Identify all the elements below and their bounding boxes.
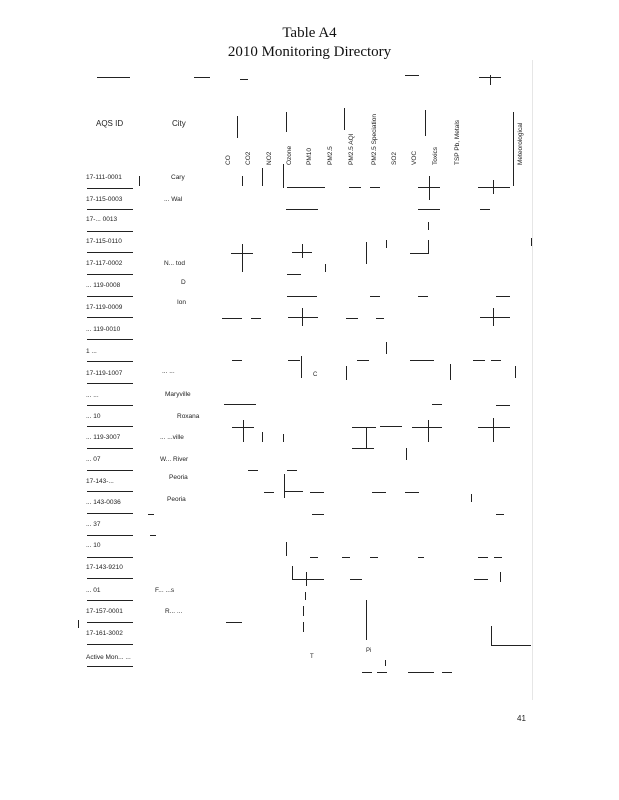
rule [87, 231, 133, 232]
rule [350, 579, 362, 580]
rule [287, 187, 325, 188]
rule [491, 645, 531, 646]
rule [366, 242, 367, 264]
rule [474, 579, 488, 580]
rule [87, 252, 133, 253]
cell-mark: C [313, 372, 318, 378]
rule [531, 238, 532, 246]
rule [87, 600, 133, 601]
rule [352, 427, 376, 428]
row-id: 17-157-0001 [86, 608, 123, 615]
rule [288, 317, 318, 318]
row-city: Peoria [169, 474, 188, 481]
rule [302, 308, 303, 326]
col-so2: SO2 [391, 151, 398, 165]
row-id: 17-115-0003 [86, 196, 123, 203]
rule [442, 672, 452, 673]
rule [240, 79, 248, 80]
rule [405, 492, 419, 493]
rule [370, 187, 380, 188]
rule [372, 492, 386, 493]
rule [287, 470, 297, 471]
rule [243, 420, 244, 442]
rule [97, 77, 130, 78]
rule [478, 427, 510, 428]
header-city: City [172, 119, 186, 128]
rule [450, 364, 451, 380]
rule [496, 296, 510, 297]
cell-mark: T [310, 654, 314, 660]
row-id: 17-143-... [86, 478, 114, 485]
col-voc: VOC [411, 150, 418, 165]
rule [301, 356, 302, 378]
rule [425, 110, 426, 136]
rule [496, 405, 510, 406]
row-id: 17-... 0013 [86, 216, 118, 223]
rule [376, 318, 384, 319]
rule [386, 240, 387, 248]
rule [87, 644, 133, 645]
rule [385, 660, 386, 666]
rule [288, 360, 300, 361]
rule [312, 514, 324, 515]
rule [493, 308, 494, 326]
rule [342, 557, 350, 558]
rule [418, 557, 424, 558]
rule [412, 427, 442, 428]
rule [406, 448, 407, 460]
rule [87, 666, 133, 667]
rule [87, 209, 133, 210]
rule [432, 404, 442, 405]
row-id: 17-117-0002 [86, 260, 123, 267]
rule [306, 572, 307, 586]
col-toxics: Toxics [432, 146, 439, 165]
rule [303, 606, 304, 616]
rule [87, 513, 133, 514]
scan-edge [532, 60, 533, 700]
rule [346, 318, 358, 319]
rule [292, 579, 324, 580]
rule [292, 566, 293, 580]
col-pm25-speciation: PM2.5 Speciation [371, 114, 378, 165]
row-id: 1 ... [86, 348, 97, 355]
col-co2: CO2 [245, 151, 252, 165]
rule [78, 620, 79, 628]
rule [194, 77, 210, 78]
col-no2: NO2 [266, 151, 273, 165]
rule [418, 209, 440, 210]
rule [380, 426, 402, 427]
rule [405, 75, 419, 76]
rule [491, 626, 492, 646]
rule [493, 418, 494, 442]
page-number: 41 [517, 714, 526, 723]
col-pm25: PM2.5 [327, 146, 334, 165]
row-id: 17-161-3002 [86, 630, 123, 637]
row-city: ... ... [162, 368, 175, 375]
rule [310, 557, 318, 558]
row-id: ... 119-0008 [86, 282, 121, 289]
col-co: CO [225, 155, 232, 165]
table-subtitle: 2010 Monitoring Directory [227, 44, 392, 60]
row-city: N... tod [164, 260, 185, 267]
row-city: Roxana [177, 413, 200, 420]
col-pm25-aqi: PM2.5 AQI [348, 133, 355, 165]
rule [480, 209, 490, 210]
row-city: D [181, 279, 186, 286]
row-id: ... 119-3007 [86, 434, 121, 441]
rule [285, 491, 303, 492]
rule [352, 448, 374, 449]
rule [473, 360, 485, 361]
rule [87, 317, 133, 318]
col-tsp-pb-metals: TSP Pb, Metals [454, 119, 461, 165]
rule [428, 222, 429, 230]
rule [491, 360, 501, 361]
rule [478, 557, 488, 558]
col-ozone: Ozone [286, 145, 293, 165]
row-id: 17-119-0009 [86, 304, 123, 311]
rule [222, 318, 242, 319]
row-id: ... 37 [86, 521, 101, 528]
rule [87, 470, 133, 471]
rule [264, 492, 274, 493]
rule [242, 176, 243, 186]
rule [248, 470, 258, 471]
rule [87, 448, 133, 449]
row-id: ... 10 [86, 542, 101, 549]
row-id: ... 01 [86, 587, 101, 594]
row-city: Maryville [165, 391, 191, 398]
row-id: 17-111-0001 [86, 174, 122, 181]
rule [366, 600, 367, 640]
rule [428, 240, 429, 254]
table-label: Table A4 [282, 25, 337, 41]
row-id: ... 119-0010 [86, 326, 121, 333]
row-id: 17-143-9210 [86, 564, 123, 571]
rule [302, 244, 303, 258]
rule [283, 434, 284, 442]
rule [370, 296, 380, 297]
rule [428, 420, 429, 442]
rule [493, 180, 494, 194]
rule [513, 112, 514, 186]
rule [515, 366, 516, 378]
row-city: F... ...s [155, 587, 175, 594]
rule [226, 622, 242, 623]
rule [148, 514, 154, 515]
rule [87, 383, 133, 384]
row-city: Ion [177, 299, 187, 306]
rule [305, 592, 306, 600]
rule [408, 672, 434, 673]
header-aqs-id: AQS ID [96, 119, 124, 128]
rule [418, 296, 428, 297]
row-id: ... 07 [86, 456, 101, 463]
rule [310, 492, 324, 493]
rule [286, 542, 287, 556]
rule [87, 622, 133, 623]
rule [286, 209, 318, 210]
rule [494, 557, 502, 558]
row-id: ... 143-0036 [86, 499, 121, 506]
rule [490, 75, 491, 85]
rule [150, 535, 156, 536]
rule [362, 672, 372, 673]
rule [87, 188, 133, 189]
rule [377, 672, 387, 673]
rule [87, 557, 133, 558]
row-id: 17-115-0110 [86, 238, 122, 245]
rule [471, 494, 472, 502]
rule [286, 112, 287, 132]
rule [303, 622, 304, 632]
rule [357, 360, 369, 361]
rule [262, 168, 263, 186]
row-id: ... 10 [86, 413, 101, 420]
rule [87, 296, 133, 297]
row-id: ... ... [86, 392, 99, 399]
col-pm10: PM10 [306, 148, 313, 165]
rule [87, 339, 133, 340]
rule [237, 116, 238, 138]
row-id: 17-119-1007 [86, 370, 123, 377]
rule [496, 514, 504, 515]
row-city: Cary [171, 174, 185, 181]
rule [283, 164, 284, 188]
row-city: ... Wal [164, 196, 183, 203]
col-meteorological: Meteorological [517, 122, 524, 165]
rule [325, 264, 326, 272]
rule [500, 572, 501, 582]
row-id: Active Mon... ... [86, 654, 131, 661]
rule [262, 432, 263, 442]
rule [224, 404, 256, 405]
rule [480, 317, 510, 318]
rule [386, 342, 387, 354]
rule [344, 108, 345, 130]
rule [284, 474, 285, 498]
rule [478, 187, 510, 188]
rule [287, 296, 317, 297]
cell-mark: Pi [366, 648, 372, 654]
rule [87, 405, 133, 406]
rule [232, 360, 242, 361]
rule [87, 426, 133, 427]
rule [370, 557, 378, 558]
rule [242, 244, 243, 272]
rule [287, 274, 301, 275]
rule [349, 187, 361, 188]
rule [87, 491, 133, 492]
row-city: W... River [160, 456, 189, 463]
rule [87, 535, 133, 536]
row-city: R... ... [165, 608, 183, 615]
rule [410, 253, 428, 254]
rule [429, 176, 430, 200]
rule [346, 366, 347, 380]
rule [87, 361, 133, 362]
rule [87, 578, 133, 579]
rule [410, 360, 434, 361]
row-city: Peoria [167, 496, 186, 503]
rule [87, 274, 133, 275]
rule [251, 318, 261, 319]
rule [366, 427, 367, 449]
row-city: ... ...ville [160, 434, 184, 441]
rule [139, 176, 140, 186]
